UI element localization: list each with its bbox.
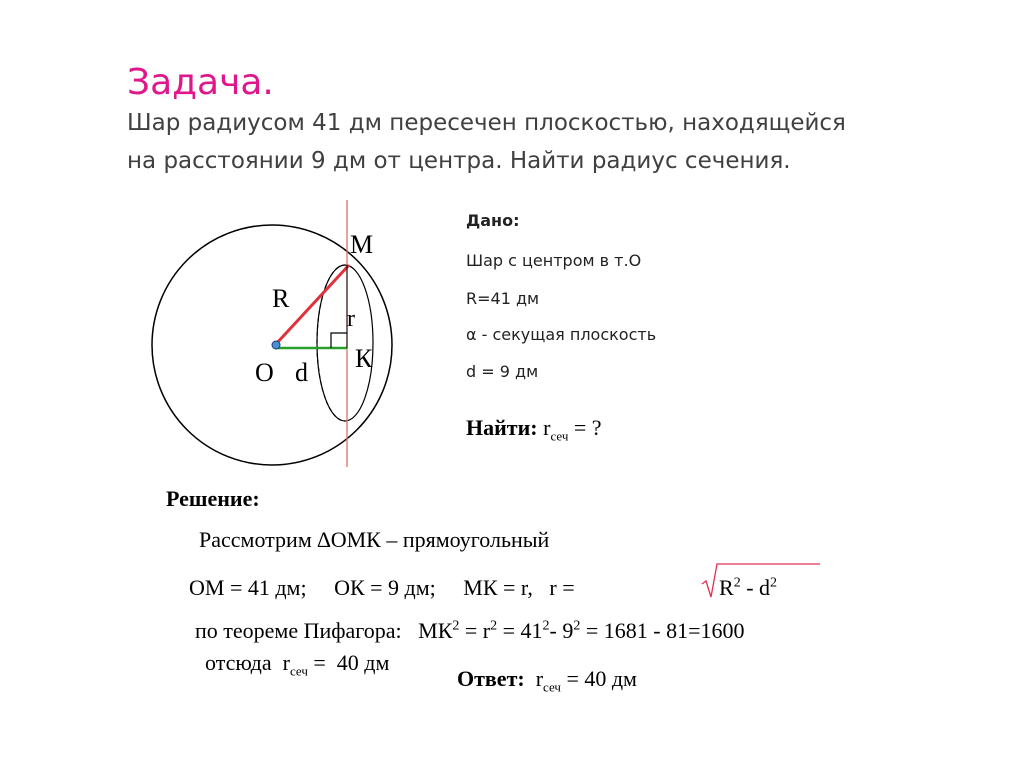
radical-R-exp: 2 bbox=[733, 575, 741, 591]
given-heading: Дано: bbox=[466, 211, 520, 230]
pythagoras-line bbox=[195, 618, 745, 644]
hence-rest: = 40 дм bbox=[307, 650, 390, 675]
problem-text-line-2: на расстоянии 9 дм от центра. Найти радиус сечения. bbox=[127, 148, 791, 174]
solution-consider-line: Рассмотрим ∆ОМК – прямоугольный bbox=[199, 527, 550, 552]
given-item-plane: α - секущая плоскость bbox=[466, 325, 657, 344]
answer-rest: = 40 дм bbox=[560, 666, 637, 691]
radical-d-exp: 2 bbox=[770, 575, 778, 591]
radical-R: R bbox=[719, 575, 734, 600]
radical-minus-d: - d bbox=[740, 575, 771, 600]
hence-prefix: отсюда r bbox=[205, 650, 290, 675]
given-item-distance: d = 9 дм bbox=[466, 362, 539, 381]
find-r: r bbox=[543, 415, 551, 440]
problem-title: Задача. bbox=[127, 62, 274, 103]
solution-heading: Решение: bbox=[166, 486, 260, 511]
pythagoras-tail: = 1681 - 81=1600 bbox=[580, 618, 745, 643]
problem-text-line-1: Шар радиусом 41 дм пересечен плоскостью, находящейся bbox=[127, 110, 846, 136]
9-exp: 2 bbox=[573, 618, 581, 634]
41-exp: 2 bbox=[542, 618, 550, 634]
label-r: r bbox=[347, 306, 355, 332]
r-exp: 2 bbox=[490, 618, 498, 634]
right-angle-mark bbox=[331, 333, 347, 348]
label-M: М bbox=[350, 230, 374, 259]
label-K: К bbox=[355, 344, 373, 373]
label-O: О bbox=[255, 358, 274, 387]
sphere-section-diagram bbox=[150, 195, 410, 475]
label-R: R bbox=[272, 284, 290, 313]
pythagoras-minus-9: - 9 bbox=[549, 618, 574, 643]
find-line bbox=[466, 415, 602, 444]
find-label: Найти: bbox=[466, 415, 538, 440]
answer-r: r bbox=[524, 666, 544, 691]
center-point bbox=[272, 341, 280, 349]
label-d: d bbox=[295, 358, 308, 387]
given-item-center: Шар с центром в т.О bbox=[466, 251, 642, 270]
answer-sub: сеч bbox=[543, 679, 561, 695]
given-item-radius: R=41 дм bbox=[466, 289, 540, 308]
pythagoras-prefix: по теореме Пифагора: МК bbox=[195, 618, 453, 643]
mk-exp: 2 bbox=[452, 618, 460, 634]
pythagoras-eq-41: = 41 bbox=[497, 618, 543, 643]
hence-sub: сеч bbox=[289, 663, 308, 679]
find-sub: сеч bbox=[550, 428, 569, 444]
answer-line bbox=[457, 666, 637, 695]
answer-label: Ответ: bbox=[457, 666, 525, 691]
hence-line bbox=[205, 650, 389, 679]
radical-expression bbox=[719, 575, 777, 601]
solution-equalities-line: ОМ = 41 дм; ОК = 9 дм; МК = r, r = bbox=[189, 575, 581, 600]
pythagoras-eq-r: = r bbox=[459, 618, 491, 643]
find-rest: = ? bbox=[568, 415, 602, 440]
